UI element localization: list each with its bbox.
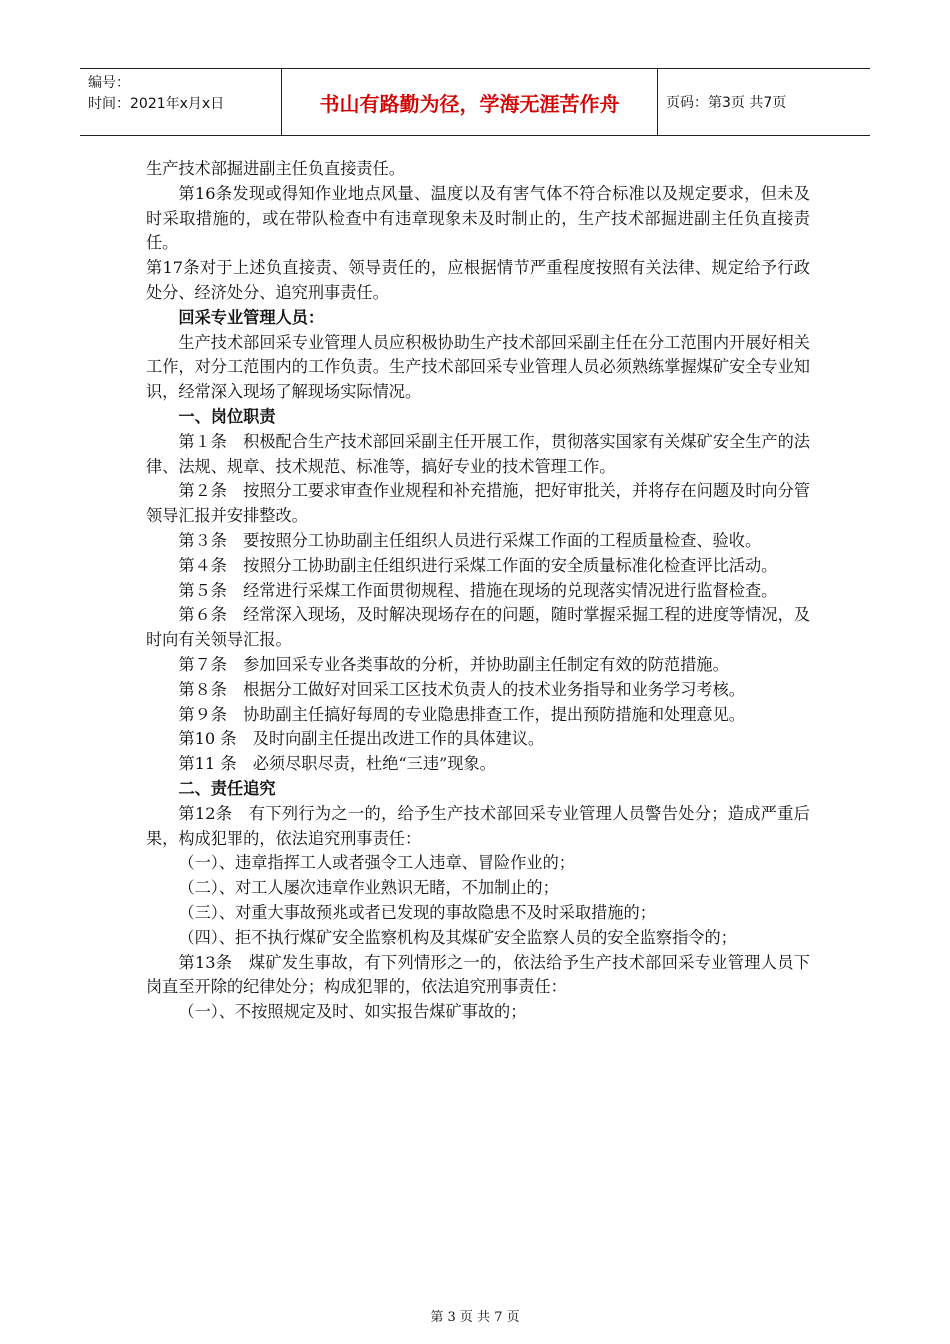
body-paragraph: （一）、不按照规定及时、如实报告煤矿事故的；: [178, 1002, 527, 1022]
body-paragraph: （四）、拒不执行煤矿安全监察机构及其煤矿安全监察人员的安全监察指令的；: [178, 927, 737, 947]
body-paragraph: 第５条 经常进行采煤工作面贯彻规程、措施在现场的兑现落实情况进行监督检查。: [178, 580, 778, 600]
body-paragraph: （一）、违章指挥工人或者强令工人违章、冒险作业的；: [178, 853, 575, 873]
document-body: [146, 157, 810, 1025]
body-paragraph: 第２条 按照分工要求审查作业规程和补充措施，把好审批关，并将存在问题及时向分管领导汇报并安排整改。: [146, 481, 810, 526]
body-paragraph: 生产技术部掘进副主任负直接责任。: [146, 159, 405, 178]
document-number-label: 编号：: [88, 75, 130, 91]
page-footer: 第 3 页 共 7 页: [430, 1310, 520, 1325]
body-paragraph: 第７条 参加回采专业各类事故的分析，并协助副主任制定有效的防范措施。: [178, 654, 729, 674]
body-paragraph: 第16条发现或得知作业地点风量、温度以及有害气体不符合标准以及规定要求，但未及时采取措施的，或在带队检查中有违章现象未及时制止的，生产技术部掘进副主任负直接责任。: [146, 183, 810, 253]
header-page-number: 页码：第3页 共7页: [666, 95, 787, 111]
body-paragraph: （二）、对工人屡次违章作业熟识无睹，不加制止的；: [178, 878, 559, 898]
body-paragraph: 第４条 按照分工协助副主任组织进行采煤工作面的安全质量标准化检查评比活动。: [178, 555, 778, 575]
page-header: [80, 68, 870, 136]
section-heading: 回采专业管理人员：: [178, 307, 325, 327]
body-paragraph: 第６条 经常深入现场，及时解决现场存在的问题，随时掌握采掘工程的进度等情况，及时向有关领导汇报。: [146, 605, 810, 650]
header-motto: 书山有路勤为径，学海无涯苦作舟: [282, 69, 658, 135]
body-paragraph: 第３条 要按照分工协助副主任组织人员进行采煤工作面的工程质量检查、验收。: [178, 530, 762, 550]
document-date-label: 时间：2021年x月x日: [88, 96, 225, 112]
body-paragraph: 生产技术部回采专业管理人员应积极协助生产技术部回采副主任在分工范围内开展好相关工作，对分工范围内的工作负责。生产技术部回采专业管理人员必须熟练掌握煤矿安全专业知识，经常深入现场了解现场实际情况。: [146, 332, 810, 402]
body-paragraph: 第10 条 及时向副主任提出改进工作的具体建议。: [178, 729, 545, 749]
body-paragraph: （三）、对重大事故预兆或者已发现的事故隐患不及时采取措施的；: [178, 902, 656, 922]
section-heading: 二、责任追究: [178, 778, 276, 798]
body-paragraph: 第13条 煤矿发生事故，有下列情形之一的，依法给予生产技术部回采专业管理人员下岗直至开除的纪律处分；构成犯罪的，依法追究刑事责任：: [146, 952, 810, 997]
section-heading: 一、岗位职责: [178, 406, 276, 426]
body-paragraph: 第８条 根据分工做好对回采工区技术负责人的技术业务指导和业务学习考核。: [178, 679, 745, 699]
body-paragraph: 第12条 有下列行为之一的，给予生产技术部回采专业管理人员警告处分；造成严重后果，构成犯罪的，依法追究刑事责任：: [146, 803, 810, 848]
body-paragraph: 第１条 积极配合生产技术部回采副主任开展工作，贯彻落实国家有关煤矿安全生产的法律、法规、规章、技术规范、标准等，搞好专业的技术管理工作。: [146, 431, 810, 476]
header-meta: [80, 69, 282, 135]
body-paragraph: 第11 条 必须尽职尽责，杜绝“三违”现象。: [178, 754, 496, 774]
body-paragraph: 第９条 协助副主任搞好每周的专业隐患排查工作，提出预防措施和处理意见。: [178, 704, 745, 724]
body-paragraph: 第17条对于上述负直接责、领导责任的，应根据情节严重程度按照有关法律、规定给予行政处分、经济处分、追究刑事责任。: [146, 258, 810, 302]
